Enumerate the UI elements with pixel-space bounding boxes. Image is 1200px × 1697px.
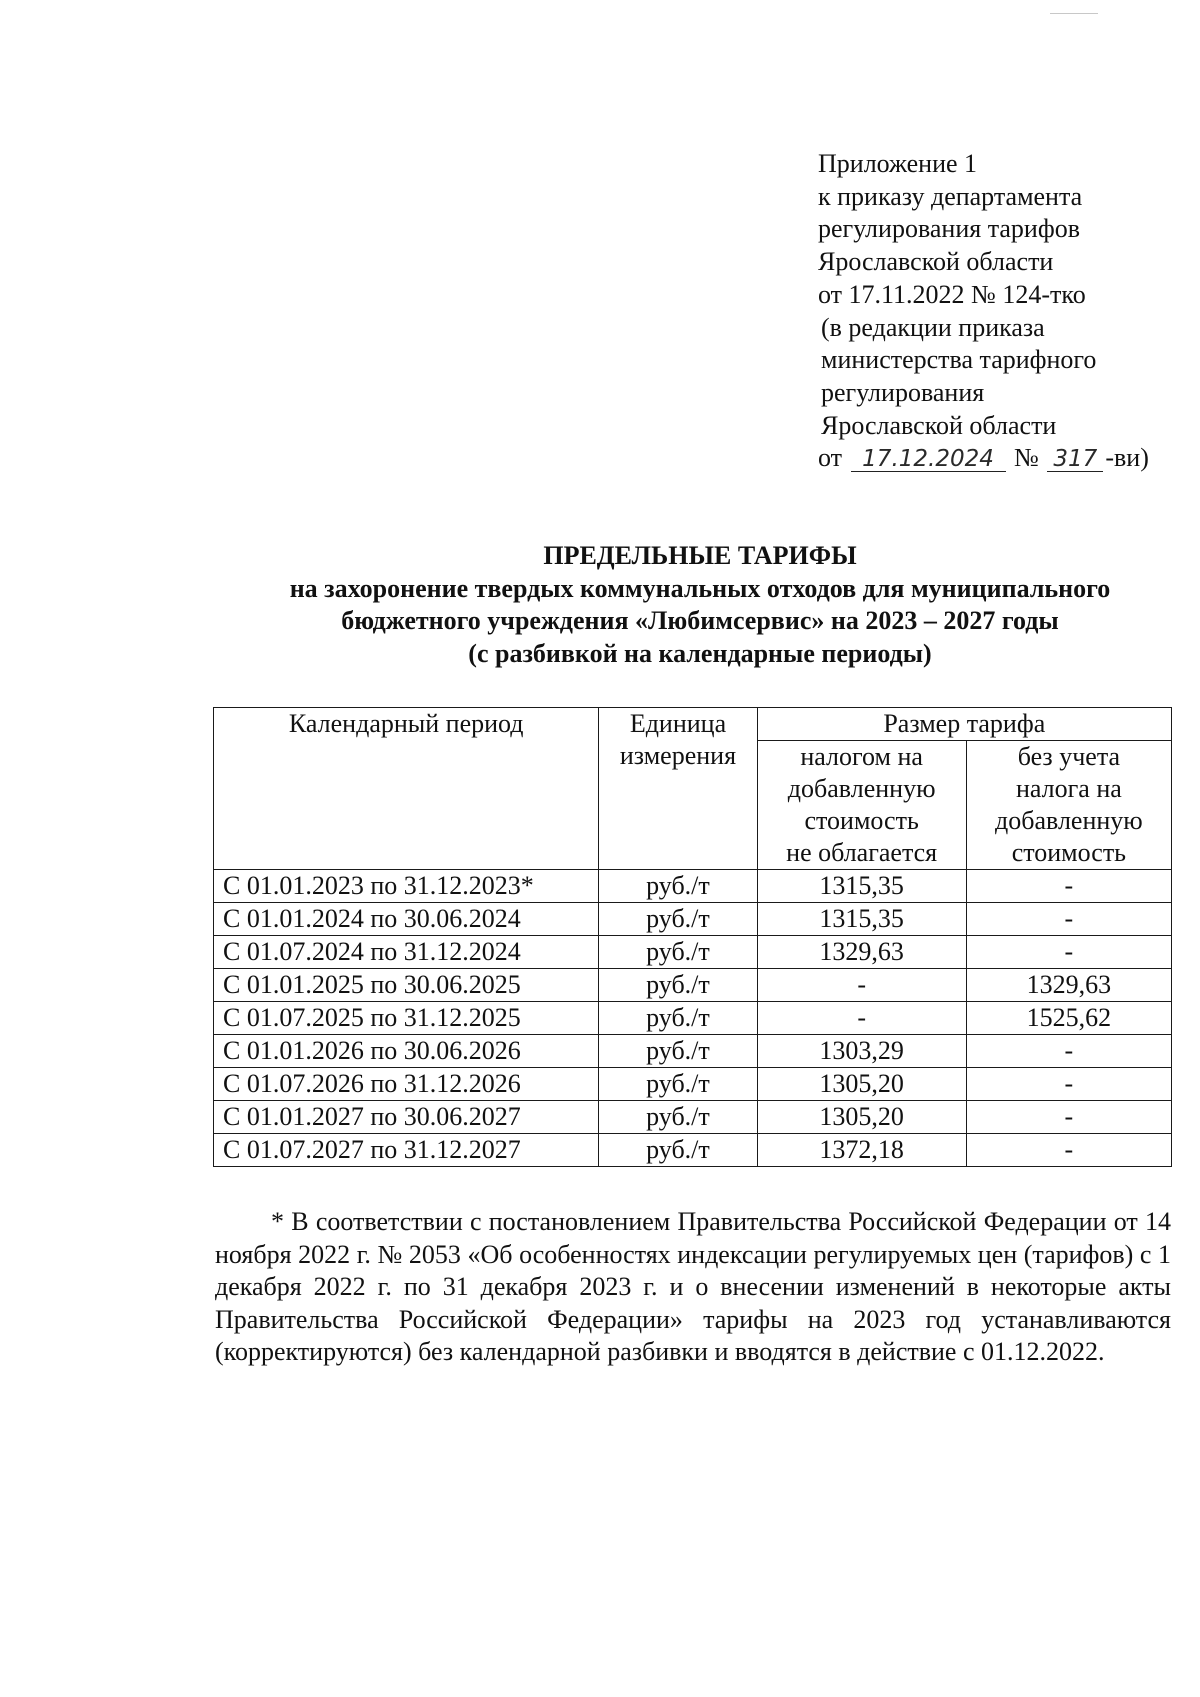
cell-unit: руб./т (599, 1002, 757, 1035)
cell-period: С 01.07.2027 по 31.12.2027 (214, 1134, 599, 1167)
cell-no-vat: 1315,35 (757, 903, 966, 936)
cell-without-vat: - (966, 1035, 1171, 1068)
appendix-order-line (818, 442, 1149, 475)
cell-period: С 01.07.2026 по 31.12.2026 (214, 1068, 599, 1101)
cell-unit: руб./т (599, 870, 757, 903)
header-no-vat-line: добавленную (787, 774, 936, 803)
cell-period: С 01.01.2024 по 30.06.2024 (214, 903, 599, 936)
cell-no-vat: 1305,20 (757, 1068, 966, 1101)
header-without-vat-line: добавленную (995, 806, 1143, 835)
order-prefix: от (818, 443, 843, 473)
cell-unit: руб./т (599, 1134, 757, 1167)
header-without-vat-line: стоимость (1011, 838, 1127, 867)
footnote (215, 1206, 1171, 1369)
cell-no-vat: 1372,18 (757, 1134, 966, 1167)
appendix-line: к приказу департамента (818, 181, 1083, 211)
cell-without-vat: - (966, 1068, 1171, 1101)
header-without-vat (966, 741, 1171, 870)
table-row (214, 1101, 1172, 1134)
title-main: ПРЕДЕЛЬНЫЕ ТАРИФЫ (543, 541, 857, 570)
header-unit (599, 708, 757, 870)
header-period (214, 708, 599, 870)
title-subtitle-2: бюджетного учреждения «Любимсервис» на 2023 – 2027 годы (341, 606, 1059, 635)
appendix-line: от 17.11.2022 № 124-тко (818, 279, 1086, 309)
cell-period: С 01.01.2026 по 30.06.2026 (214, 1035, 599, 1068)
appendix-line: Ярославской области (818, 247, 1054, 277)
scan-artifact (1050, 13, 1098, 14)
number-sign: № (1014, 443, 1039, 473)
appendix-line: (в редакции приказа (821, 312, 1045, 342)
appendix-line: регулирования (821, 377, 985, 407)
cell-without-vat: - (966, 903, 1171, 936)
cell-unit: руб./т (599, 1101, 757, 1134)
cell-period: С 01.01.2027 по 30.06.2027 (214, 1101, 599, 1134)
header-without-vat-line: налога на (1015, 774, 1122, 803)
cell-without-vat: - (966, 936, 1171, 969)
title-subtitle-3: (с разбивкой на календарные периоды) (468, 638, 932, 668)
appendix-line: министерства тарифного (821, 345, 1097, 375)
cell-period: С 01.01.2025 по 30.06.2025 (214, 969, 599, 1002)
header-tariff (757, 708, 1171, 741)
header-period-label: Календарный период (288, 709, 524, 738)
table-row (214, 1002, 1172, 1035)
cell-period: С 01.01.2023 по 31.12.2023* (214, 870, 599, 903)
order-suffix: -ви) (1105, 443, 1149, 473)
cell-unit: руб./т (599, 936, 757, 969)
header-tariff-label: Размер тарифа (883, 709, 1046, 738)
cell-no-vat: 1329,63 (757, 936, 966, 969)
header-unit-line: измерения (619, 741, 737, 770)
cell-unit: руб./т (599, 969, 757, 1002)
header-no-vat-line: стоимость (804, 806, 919, 835)
handwritten-date: 17.12.2024 (851, 447, 1006, 472)
header-unit-line: Единица (629, 709, 727, 738)
title-subtitle-1: на захоронение твердых коммунальных отходов для муниципального (289, 573, 1111, 603)
cell-unit: руб./т (599, 1035, 757, 1068)
table-row (214, 903, 1172, 936)
appendix-line: Ярославской области (821, 410, 1057, 440)
cell-without-vat: - (966, 1134, 1171, 1167)
table-row (214, 1035, 1172, 1068)
handwritten-number: 317 (1047, 447, 1103, 472)
footnote-text: * В соответствии с постановлением Правительства Российской Федерации от 14 ноября 2022 г. № 2053 «Об особенностях индексации регулируемых цен (тарифов) с 1 декабря 2022 г. по 31 декабря 2023 г. и о внесении изменений в некоторые акты Правительства Российской Федерации» тарифы на 2023 год устанавливаются (корректируются) без календарной разбивки и вводятся в действие с 01.12.2022. (215, 1207, 1171, 1366)
header-without-vat-line: без учета (1017, 742, 1121, 771)
tariff-table (213, 707, 1172, 1167)
cell-no-vat: 1305,20 (757, 1101, 966, 1134)
appendix-line: регулирования тарифов (818, 214, 1080, 244)
document-title (215, 540, 1185, 670)
table-row (214, 969, 1172, 1002)
cell-without-vat: 1329,63 (966, 969, 1171, 1002)
table-row (214, 1134, 1172, 1167)
cell-period: С 01.07.2024 по 31.12.2024 (214, 936, 599, 969)
appendix-line: Приложение 1 (818, 149, 978, 178)
table-row (214, 870, 1172, 903)
header-no-vat-line: налогом на (800, 742, 923, 771)
table-row (214, 1068, 1172, 1101)
header-no-vat-line: не облагается (786, 838, 938, 867)
cell-without-vat: - (966, 870, 1171, 903)
table-row (214, 936, 1172, 969)
cell-unit: руб./т (599, 1068, 757, 1101)
cell-without-vat: - (966, 1101, 1171, 1134)
cell-without-vat: 1525,62 (966, 1002, 1171, 1035)
header-no-vat (757, 741, 966, 870)
appendix-block (818, 148, 1149, 475)
cell-no-vat: - (757, 1002, 966, 1035)
cell-no-vat: - (757, 969, 966, 1002)
cell-no-vat: 1315,35 (757, 870, 966, 903)
cell-period: С 01.07.2025 по 31.12.2025 (214, 1002, 599, 1035)
cell-unit: руб./т (599, 903, 757, 936)
cell-no-vat: 1303,29 (757, 1035, 966, 1068)
